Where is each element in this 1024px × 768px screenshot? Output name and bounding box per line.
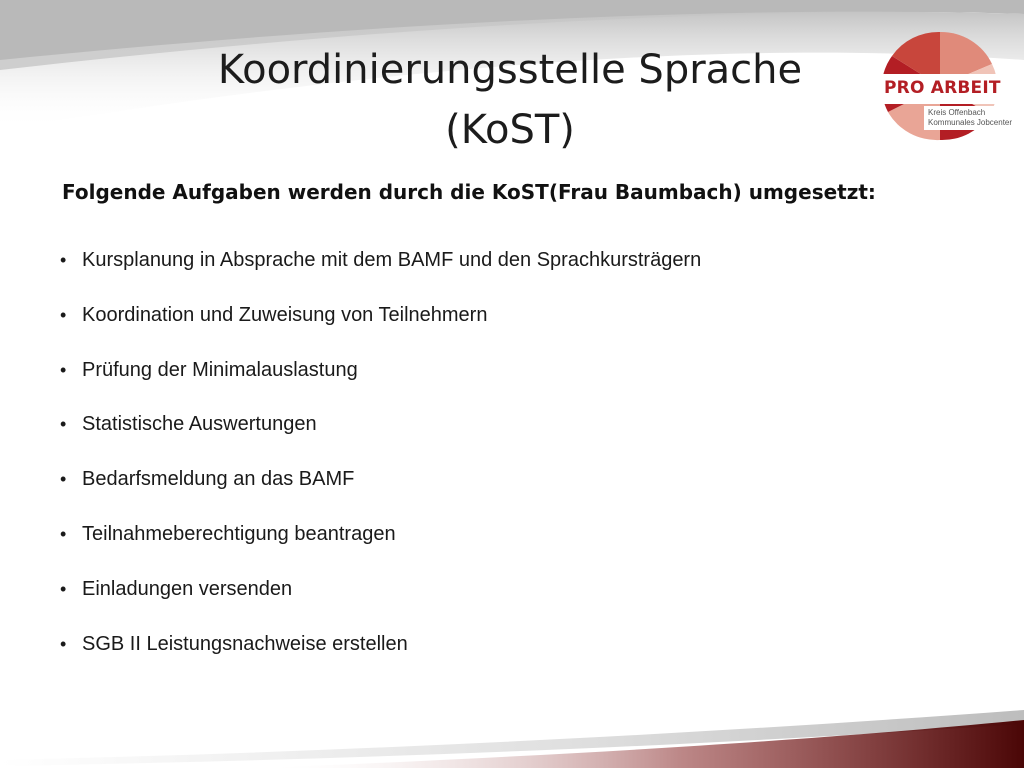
task-text: Statistische Auswertungen xyxy=(82,413,317,436)
list-item xyxy=(60,465,701,520)
bullet-icon: • xyxy=(60,359,67,380)
page-title xyxy=(150,40,870,160)
pro-arbeit-logo xyxy=(878,30,1013,148)
logo-subline-1: Kreis Offenbach xyxy=(928,108,986,117)
list-item xyxy=(60,575,701,630)
task-text: Bedarfsmeldung an das BAMF xyxy=(82,468,355,491)
logo-wordmark: PRO ARBEIT xyxy=(884,78,1001,98)
list-item xyxy=(60,630,701,685)
task-list xyxy=(60,246,701,684)
bullet-icon: • xyxy=(60,633,67,654)
task-text: Teilnahmeberechtigung beantragen xyxy=(82,522,396,545)
task-text: Koordination und Zuweisung von Teilnehmern xyxy=(82,303,488,326)
bullet-icon: • xyxy=(60,578,67,599)
section-heading: Folgende Aufgaben werden durch die KoST(Frau Baumbach) umgesetzt: xyxy=(62,180,876,204)
bullet-icon: • xyxy=(60,523,67,544)
bullet-icon: • xyxy=(60,250,67,270)
list-item xyxy=(60,410,701,465)
logo-subline-2: Kommunales Jobcenter xyxy=(928,118,1013,127)
task-text: SGB II Leistungsnachweise erstellen xyxy=(82,632,408,655)
list-item xyxy=(60,356,701,411)
task-text: Kursplanung in Absprache mit dem BAMF und den Sprachkursträgern xyxy=(82,249,702,271)
list-item xyxy=(60,301,701,356)
title-line-2: (KoST) xyxy=(445,107,575,153)
task-text: Prüfung der Minimalauslastung xyxy=(82,358,358,381)
task-text: Einladungen versenden xyxy=(82,577,293,600)
bullet-icon: • xyxy=(60,414,67,435)
bottom-decorative-swoosh xyxy=(0,690,1024,768)
bullet-icon: • xyxy=(60,304,67,325)
bullet-icon: • xyxy=(60,469,67,490)
title-line-1: Koordinierungsstelle Sprache xyxy=(217,47,803,93)
list-item xyxy=(60,246,701,301)
list-item xyxy=(60,520,701,575)
